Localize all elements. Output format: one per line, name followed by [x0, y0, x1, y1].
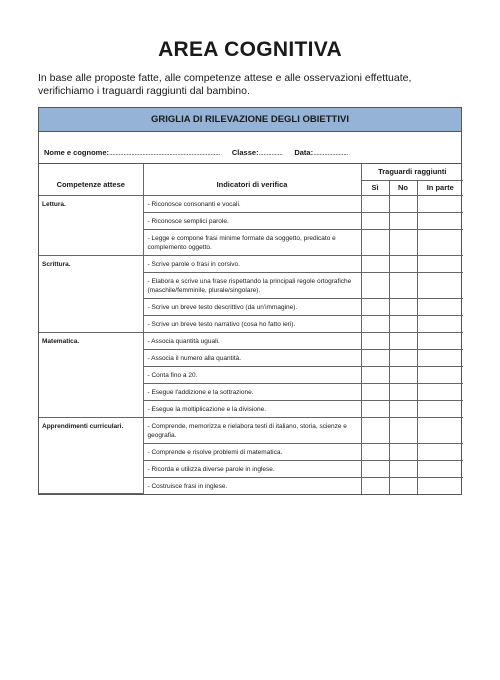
- name-field[interactable]: ......................................................................: [109, 148, 220, 157]
- column-header-si: Sì: [361, 180, 389, 195]
- check-cell-si[interactable]: [361, 332, 389, 349]
- check-cell-no[interactable]: [389, 366, 417, 383]
- check-cell-no[interactable]: [389, 477, 417, 494]
- check-cell-in-parte[interactable]: [417, 477, 463, 494]
- check-cell-si[interactable]: [361, 255, 389, 272]
- competence-cell: Lettura.: [39, 195, 143, 255]
- student-info-row: [39, 132, 461, 164]
- indicator-cell: - Conta fino a 20.: [143, 366, 361, 383]
- check-cell-no[interactable]: [389, 195, 417, 212]
- indicator-cell: - Scrive un breve testo narrativo (cosa ho fatto ieri).: [143, 315, 361, 332]
- check-cell-in-parte[interactable]: [417, 400, 463, 417]
- check-cell-si[interactable]: [361, 400, 389, 417]
- assessment-grid: [38, 107, 462, 495]
- class-label: Classe:: [231, 148, 259, 157]
- competence-cell: Matematica.: [39, 332, 143, 417]
- check-cell-in-parte[interactable]: [417, 315, 463, 332]
- check-cell-si[interactable]: [361, 272, 389, 298]
- competence-cell: Apprendimenti curriculari.: [39, 417, 143, 494]
- check-cell-in-parte[interactable]: [417, 349, 463, 366]
- date-label: Data:: [294, 148, 314, 157]
- indicator-cell: - Ricorda e utilizza diverse parole in inglese.: [143, 460, 361, 477]
- indicator-cell: - Scrive parole o frasi in corsivo.: [143, 255, 361, 272]
- page-title: AREA COGNITIVA: [158, 38, 342, 61]
- check-cell-in-parte[interactable]: [417, 332, 463, 349]
- check-cell-no[interactable]: [389, 417, 417, 443]
- objectives-body: [39, 195, 463, 494]
- check-cell-in-parte[interactable]: [417, 272, 463, 298]
- competence-cell: Scrittura.: [39, 255, 143, 332]
- objectives-table: [39, 164, 463, 494]
- column-header-competenze: Competenze attese: [39, 164, 143, 195]
- check-cell-no[interactable]: [389, 315, 417, 332]
- table-row: [39, 255, 463, 272]
- indicator-cell: - Esegue l'addizione e la sottrazione.: [143, 383, 361, 400]
- indicator-cell: - Legge e compone frasi minime formate da soggetto, predicato e complemento oggetto.: [143, 229, 361, 255]
- indicator-cell: - Associa quantità uguali.: [143, 332, 361, 349]
- check-cell-in-parte[interactable]: [417, 195, 463, 212]
- indicator-cell: - Scrive un breve testo descrittivo (da un'immagine).: [143, 298, 361, 315]
- column-header-no: No: [389, 180, 417, 195]
- column-header-in-parte: In parte: [417, 180, 463, 195]
- check-cell-si[interactable]: [361, 195, 389, 212]
- check-cell-no[interactable]: [389, 212, 417, 229]
- check-cell-no[interactable]: [389, 229, 417, 255]
- check-cell-si[interactable]: [361, 460, 389, 477]
- check-cell-no[interactable]: [389, 349, 417, 366]
- check-cell-no[interactable]: [389, 332, 417, 349]
- indicator-cell: - Esegue la moltiplicazione e la divisione.: [143, 400, 361, 417]
- check-cell-no[interactable]: [389, 298, 417, 315]
- indicator-cell: - Costruisce frasi in inglese.: [143, 477, 361, 494]
- column-header-traguardi: Traguardi raggiunti: [361, 164, 463, 180]
- indicator-cell: - Associa il numero alla quantità.: [143, 349, 361, 366]
- check-cell-in-parte[interactable]: [417, 212, 463, 229]
- check-cell-no[interactable]: [389, 383, 417, 400]
- check-cell-si[interactable]: [361, 477, 389, 494]
- check-cell-si[interactable]: [361, 298, 389, 315]
- check-cell-no[interactable]: [389, 460, 417, 477]
- grid-header: GRIGLIA DI RILEVAZIONE DEGLI OBIETTIVI: [39, 108, 461, 132]
- check-cell-no[interactable]: [389, 400, 417, 417]
- indicator-cell: - Riconosce consonanti e vocali.: [143, 195, 361, 212]
- check-cell-in-parte[interactable]: [417, 366, 463, 383]
- check-cell-no[interactable]: [389, 272, 417, 298]
- indicator-cell: - Elabora e scrive una frase rispettando la principali regole ortografiche (maschile/femminile, plurale/singolare).: [143, 272, 361, 298]
- check-cell-no[interactable]: [389, 443, 417, 460]
- indicator-cell: - Comprende e risolve problemi di matematica.: [143, 443, 361, 460]
- check-cell-in-parte[interactable]: [417, 443, 463, 460]
- date-field[interactable]: ......................: [313, 148, 348, 157]
- check-cell-si[interactable]: [361, 366, 389, 383]
- table-row: [39, 332, 463, 349]
- check-cell-in-parte[interactable]: [417, 383, 463, 400]
- check-cell-si[interactable]: [361, 212, 389, 229]
- table-row: [39, 195, 463, 212]
- check-cell-si[interactable]: [361, 229, 389, 255]
- check-cell-in-parte[interactable]: [417, 460, 463, 477]
- check-cell-si[interactable]: [361, 443, 389, 460]
- column-header-indicatori: Indicatori di verifica: [143, 164, 361, 195]
- check-cell-in-parte[interactable]: [417, 255, 463, 272]
- name-label: Nome e cognome:: [44, 148, 110, 157]
- check-cell-si[interactable]: [361, 417, 389, 443]
- intro-text: In base alle proposte fatte, alle competenze attese e alle osservazioni effettuate, verifichiamo i traguardi raggiunti dal bambino.: [38, 72, 412, 97]
- indicator-cell: - Comprende, memorizza e rielabora testi di italiano, storia, scienze e geografia.: [143, 417, 361, 443]
- check-cell-no[interactable]: [389, 255, 417, 272]
- indicator-cell: - Riconosce semplici parole.: [143, 212, 361, 229]
- check-cell-si[interactable]: [361, 315, 389, 332]
- check-cell-in-parte[interactable]: [417, 417, 463, 443]
- check-cell-in-parte[interactable]: [417, 229, 463, 255]
- check-cell-in-parte[interactable]: [417, 298, 463, 315]
- table-row: [39, 417, 463, 443]
- check-cell-si[interactable]: [361, 383, 389, 400]
- class-field[interactable]: ...............: [258, 148, 283, 157]
- check-cell-si[interactable]: [361, 349, 389, 366]
